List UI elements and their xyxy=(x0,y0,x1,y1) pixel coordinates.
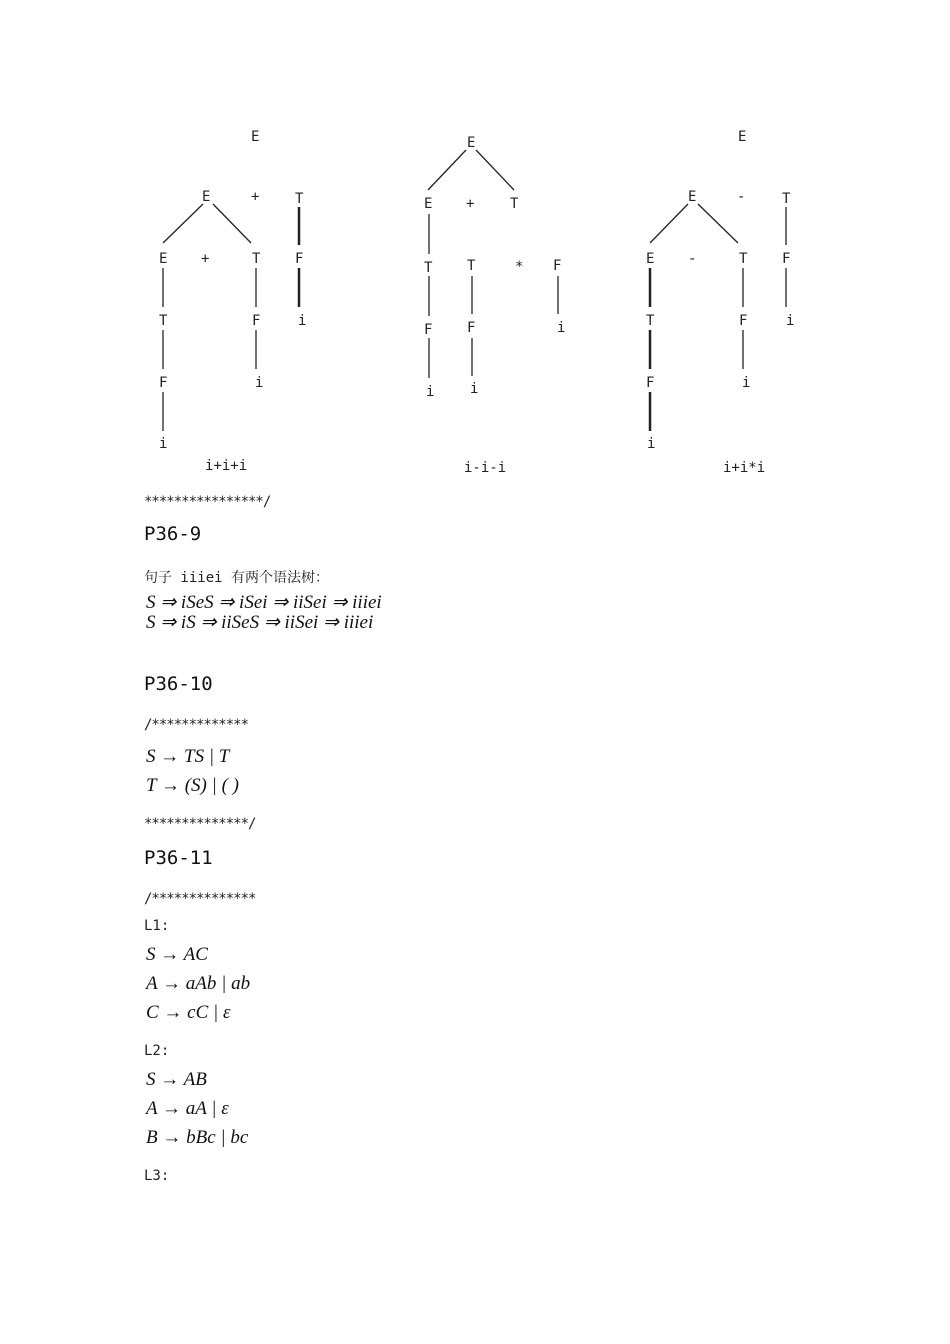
language-label: L3: xyxy=(144,1168,170,1184)
tree-node: E xyxy=(251,129,260,145)
tree-edge xyxy=(428,150,466,190)
parse-tree-1 xyxy=(159,129,306,452)
tree-caption: i+i+i xyxy=(205,458,248,474)
tree-node: E xyxy=(424,196,433,212)
tree-node: T xyxy=(252,251,261,267)
language-label: L2: xyxy=(144,1043,170,1059)
tree-edge xyxy=(650,204,688,243)
tree-node: + xyxy=(466,196,475,212)
tree-edge xyxy=(163,204,203,243)
tree-node: E xyxy=(688,189,697,205)
tree-node: E xyxy=(646,251,655,267)
grammar-rule: S → AB xyxy=(146,1069,207,1090)
tree-node: T xyxy=(295,191,304,207)
tree-edge xyxy=(476,150,514,190)
tree-node: T xyxy=(739,251,748,267)
tree-node: E xyxy=(467,135,476,151)
grammar-rule: A → aAb | ab xyxy=(146,973,251,994)
language-label: L1: xyxy=(144,918,170,934)
derivation: S ⇒ iS ⇒ iiSeS ⇒ iiSei ⇒ iiiei xyxy=(146,612,374,633)
tree-node: i xyxy=(426,384,435,400)
tree-node: F xyxy=(739,313,748,329)
tree-node: T xyxy=(467,258,476,274)
tree-node: i xyxy=(255,375,264,391)
tree-node: i xyxy=(647,436,656,452)
tree-node: - xyxy=(688,251,697,267)
grammar-rule: S → TS | T xyxy=(146,746,230,767)
grammar-rule: S → AC xyxy=(146,944,208,965)
grammar-rule: T → (S) | ( ) xyxy=(146,775,240,796)
tree-node: i xyxy=(470,381,479,397)
tree-node: F xyxy=(553,258,562,274)
tree-node: i xyxy=(742,375,751,391)
parse-tree-2 xyxy=(424,135,565,400)
tree-node: + xyxy=(201,251,210,267)
grammar-rule: B → bBc | bc xyxy=(146,1127,249,1148)
tree-edge xyxy=(698,204,738,243)
tree-node: F xyxy=(295,251,304,267)
tree-caption: i-i-i xyxy=(464,460,507,476)
tree-node: F xyxy=(467,320,476,336)
tree-node: * xyxy=(515,259,524,275)
tree-node: T xyxy=(159,313,168,329)
parse-trees xyxy=(0,0,950,500)
comment-open: /************* xyxy=(144,717,249,733)
tree-node: i xyxy=(298,313,307,329)
parse-tree-3 xyxy=(646,129,794,452)
comment-open: /************** xyxy=(144,891,256,907)
comment-close: ****************/ xyxy=(144,494,271,510)
tree-node: E xyxy=(738,129,747,145)
tree-node: i xyxy=(557,320,566,336)
tree-caption: i+i*i xyxy=(723,460,766,476)
tree-node: T xyxy=(510,196,519,212)
tree-node: T xyxy=(646,313,655,329)
section-heading: P36-9 xyxy=(144,523,202,545)
tree-node: T xyxy=(782,191,791,207)
tree-node: - xyxy=(737,189,746,205)
grammar-rule: A → aA | ε xyxy=(146,1098,229,1119)
tree-node: F xyxy=(646,375,655,391)
derivation: S ⇒ iSeS ⇒ iSei ⇒ iiSei ⇒ iiiei xyxy=(146,592,382,613)
tree-node: + xyxy=(251,189,260,205)
tree-node: E xyxy=(202,189,211,205)
tree-node: F xyxy=(424,322,433,338)
grammar-rule: C → cC | ε xyxy=(146,1002,231,1023)
tree-node: i xyxy=(159,436,168,452)
tree-node: T xyxy=(424,260,433,276)
tree-node: F xyxy=(252,313,261,329)
tree-node: E xyxy=(159,251,168,267)
tree-node: F xyxy=(782,251,791,267)
section-heading: P36-11 xyxy=(144,847,213,869)
tree-node: F xyxy=(159,375,168,391)
section-heading: P36-10 xyxy=(144,673,213,695)
comment-close: **************/ xyxy=(144,816,256,832)
tree-node: i xyxy=(786,313,795,329)
tree-edge xyxy=(213,204,251,243)
paragraph: 句子 iiiei 有两个语法树： xyxy=(144,570,330,586)
